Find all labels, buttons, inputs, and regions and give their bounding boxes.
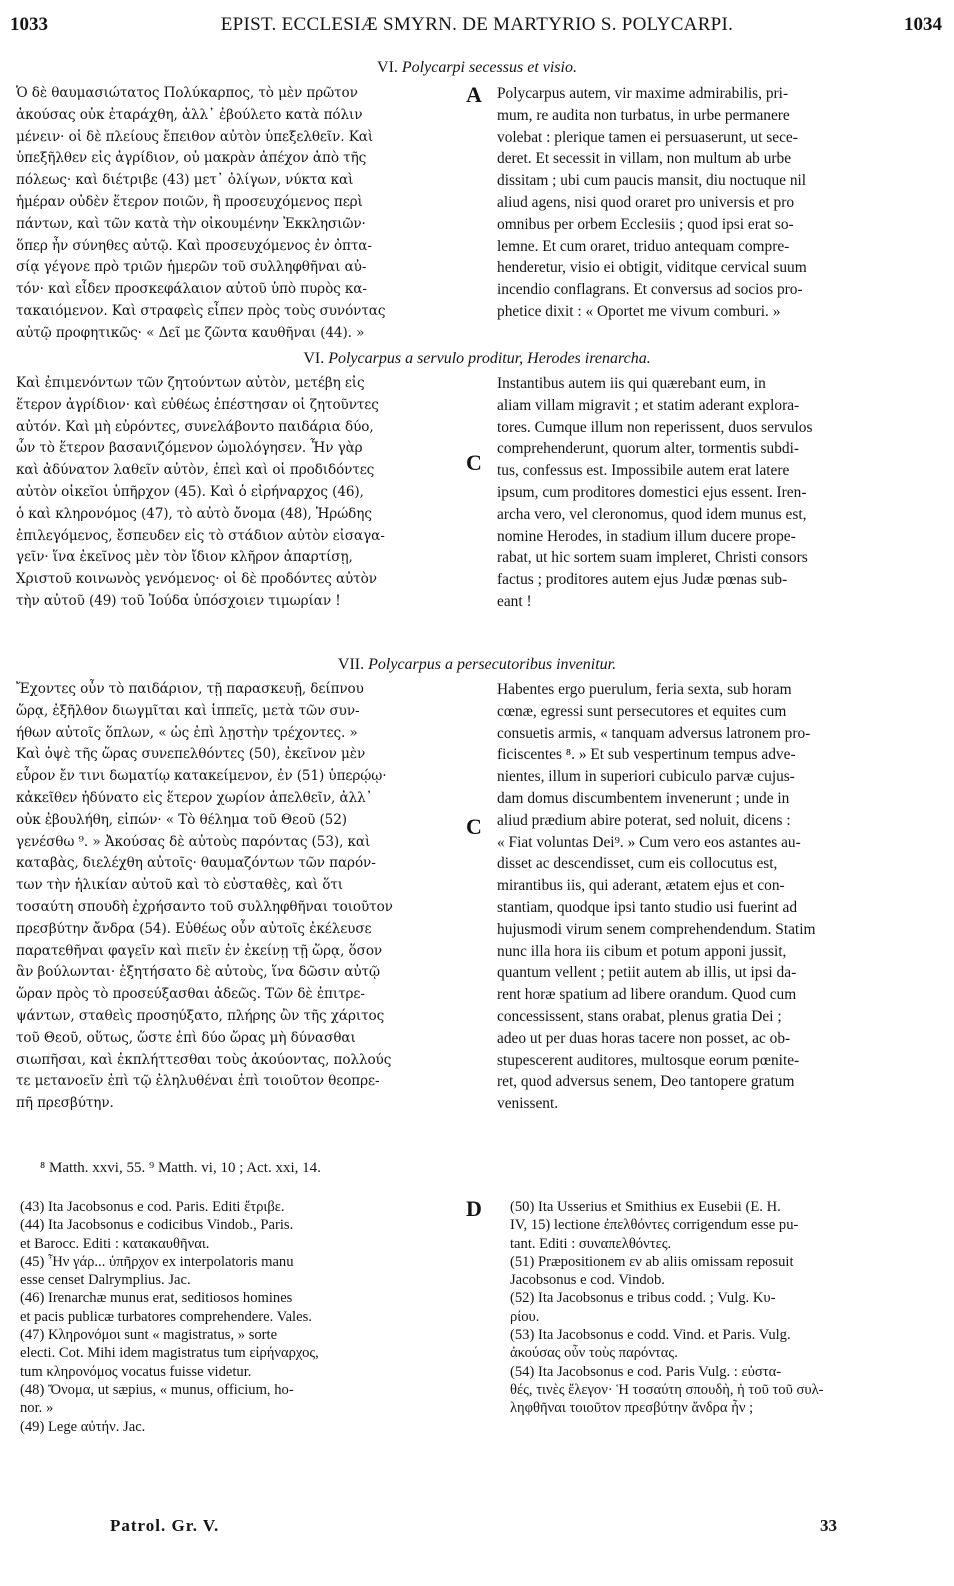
- page-number: 33: [820, 1516, 837, 1535]
- latin-line: stantiam, quodque ipsi tanto studio usi fuerint ad: [497, 898, 798, 916]
- footnote-line: esse censet Dalrymplius. Jac.: [20, 1272, 191, 1289]
- footnote-line: electi. Cot. Mihi idem magistratus tum εἰρήναρχος,: [20, 1345, 319, 1362]
- latin-line: omnibus per orbem Ecclesiis ; quod ipsi erat so-: [497, 215, 794, 233]
- latin-line: aliam villam migravit ; et statim aderant explora-: [497, 396, 800, 414]
- latin-text-section-2: [497, 373, 942, 613]
- footnote-line: (45) Ἦν γάρ... ὑπῆρχον ex interpolatoris manu: [20, 1253, 294, 1270]
- greek-line: εὗρον ἔν τινι δωματίῳ κατακείμενον, ἐν (51) ὑπερῴῳ·: [16, 768, 387, 785]
- footnote-line: (53) Ita Jacobsonus e codd. Vind. et Paris. Vulg.: [510, 1327, 791, 1344]
- footnote-line: ληφθῆναι τοιοῦτον πρεσβύτην ἄνδρα ἦν ;: [510, 1400, 754, 1417]
- footnote-line: nor. »: [20, 1400, 54, 1417]
- greek-line: τὴν αὐτοῦ (49) τοῦ Ἰούδα ὑπόσχοιεν τιμωρίαν !: [16, 592, 341, 609]
- latin-line: ret, quod adversus senem, Deo tantopere gratum: [497, 1073, 795, 1091]
- section-number: VI.: [303, 350, 325, 367]
- latin-line: ipsum, cum proditores domestici ejus essent. Iren-: [497, 483, 807, 501]
- footnote-line: (51) Præpositionem εν ab aliis omissam reposuit: [510, 1253, 794, 1270]
- section-number: VII.: [337, 656, 365, 673]
- latin-line: cœnæ, egressi sunt persecutores et equites cum: [497, 702, 787, 720]
- footnote-line: ἀκούσας οὖν τοὺς παρόντας.: [510, 1345, 678, 1362]
- greek-line: ἡμέραν οὐδὲν ἕτερον ποιῶν, ἢ προσευχόμενος περὶ: [16, 193, 363, 210]
- latin-line: concessissent, stans orabat, plenus gratia Dei ;: [497, 1007, 782, 1025]
- footnotes-right: [510, 1198, 930, 1418]
- greek-line: ἀκούσας οὐκ ἐταράχθη, ἀλλ᾽ ἐβούλετο κατὰ πόλιν: [16, 106, 363, 123]
- footnote-line: IV, 15) lectione ἐπελθόντες corrigendum esse pu-: [510, 1217, 799, 1234]
- latin-line: quantum vellent ; petiit autem ab illis, ut ipsi da-: [497, 964, 797, 982]
- latin-line: hujusmodi virum senem comprehendendum. Statim: [497, 920, 816, 938]
- greek-text-section-2: [16, 373, 466, 613]
- section-heading-3: [0, 655, 954, 675]
- section-title: Polycarpus a servulo proditur, Herodes irenarcha.: [328, 350, 651, 367]
- latin-line: aliud prædium abire poterat, sed noluit, dicens :: [497, 811, 791, 829]
- latin-line: comprehenderunt, quorum alter, tormentis subdi-: [497, 440, 799, 458]
- latin-line: Instantibus autem iis qui quærebant eum, in: [497, 375, 766, 392]
- greek-line: ὧν τὸ ἕτερον βασανιζόμενον ὡμολόγησεν. Ἦν γὰρ: [16, 440, 363, 457]
- greek-line: κἀκεῖθεν ἠδύνατο εἰς ἕτερον χωρίον ἀπελθεῖν, ἀλλ᾽: [16, 789, 373, 806]
- greek-line: ὁ καὶ κληρονόμος (47), τὸ αὐτὸ ὄνομα (48), Ἡρώδης: [16, 505, 372, 522]
- latin-line: phetice dixit : « Oportet me vivum comburi. »: [497, 302, 781, 320]
- latin-line: tus, confessus est. Impossibile autem erat latere: [497, 462, 790, 480]
- latin-line: aliud agens, nisi quod oraret pro universis et pro: [497, 193, 795, 211]
- greek-line: τακαιόμενον. Καὶ στραφεὶς εἶπεν πρὸς τοὺς συνόντας: [16, 302, 386, 319]
- latin-line: eant !: [497, 592, 532, 610]
- latin-line: tores. Cumque illum non reperissent, duos servulos: [497, 418, 813, 436]
- greek-line: γεῖν· ἵνα ἐκεῖνος μὲν τὸν ἴδιον κλῆρον ἀπαρτίσῃ,: [16, 549, 353, 566]
- footer-series: Patrol. Gr. V.: [110, 1516, 220, 1535]
- greek-line: Καὶ ἐπιμενόντων τῶν ζητούντων αὐτὸν, μετέβη εἰς: [16, 375, 365, 391]
- greek-line: πρεσβύτην ἄνδρα (54). Εὐθέως οὖν αὐτοῖς ἐκέλευσε: [16, 920, 372, 937]
- greek-line: ἕτερον ἀγρίδιον· καὶ εὐθέως ἐπέστησαν οἱ ζητοῦντες: [16, 396, 379, 413]
- greek-line: αὐτόν. Καὶ μὴ εὑρόντες, συνελάβοντο παιδάρια δύο,: [16, 418, 374, 435]
- latin-line: nomine Herodes, in stadium illum ducere prope-: [497, 527, 796, 545]
- footnote-line: (47) Κληρονόμοι sunt « magistratus, » sorte: [20, 1327, 278, 1344]
- latin-line: dam domus discumbentem invenerunt ; unde in: [497, 789, 790, 807]
- greek-line: ἐπιλεγόμενος, ἔσπευδεν εἰς τὸ στάδιον αὐτὸν εἰσαγα-: [16, 527, 385, 544]
- latin-line: nunc illa hora iis cibum et potum apponi jussit,: [497, 942, 787, 960]
- greek-line: Ὁ δὲ θαυμασιώτατος Πολύκαρπος, τὸ μὲν πρῶτον: [16, 85, 358, 101]
- running-title: EPIST. ECCLESIÆ SMYRN. DE MARTYRIO S. POLYCARPI.: [220, 14, 734, 35]
- latin-line: stupescerent auditores, multosque eorum pœnite-: [497, 1051, 800, 1069]
- greek-line: αὐτῷ προφητικῶς· « Δεῖ με ζῶντα καυθῆναι (44). »: [16, 324, 365, 341]
- greek-line: πῆ πρεσβύτην.: [16, 1095, 114, 1112]
- greek-line: καταβὰς, διελέχθη αὐτοῖς· θαυμαζόντων τῶν παρόν-: [16, 855, 376, 872]
- footnote-line: et pacis publicæ turbatores comprehendere. Vales.: [20, 1308, 312, 1325]
- latin-line: Habentes ergo puerulum, feria sexta, sub horam: [497, 681, 792, 698]
- latin-line: Polycarpus autem, vir maxime admirabilis, pri-: [497, 85, 789, 102]
- greek-line: παρατεθῆναι φαγεῖν καὶ πιεῖν ἐν ἐκείνῃ τῇ ὥρᾳ, ὅσον: [16, 942, 383, 959]
- section-heading-1: [0, 58, 954, 78]
- greek-line: ήθων αὐτοῖς ὅπλων, « ὡς ἐπὶ λῃστὴν τρέχοντες. »: [16, 724, 358, 741]
- latin-line: adeo ut per duas horas tacere non posset, ac ob-: [497, 1029, 791, 1047]
- footnote-line: tum κληρονόμος vocatus fuisse videtur.: [20, 1363, 252, 1380]
- greek-line: των τὴν ἡλικίαν αὐτοῦ καὶ τὸ εὐσταθὲς, καὶ ὅτι: [16, 877, 343, 894]
- section-number: VI.: [377, 59, 398, 76]
- column-number-right: 1034: [904, 14, 942, 35]
- greek-line: τε μετανοεῖν ἐπὶ τῷ ἐληλυθέναι ἐπὶ τοιοῦτον θεοπρε-: [16, 1073, 380, 1090]
- greek-line: ὥραν πρὸς τὸ προσεύξασθαι ἀδεῶς. Τῶν δὲ ἐπιτρε-: [16, 986, 365, 1003]
- footnote-line: (46) Irenarchæ munus erat, seditiosos homines: [20, 1290, 293, 1307]
- section-heading-2: [0, 349, 954, 369]
- footnotes-left: [20, 1198, 460, 1436]
- latin-line: rent horæ spatium ad libere orandum. Quod cum: [497, 986, 797, 1004]
- footnote-line: (44) Ita Jacobsonus e codicibus Vindob., Paris.: [20, 1217, 294, 1234]
- latin-line: factus ; proditores autem ejus Judæ pœnas sub-: [497, 571, 788, 589]
- footnote-line: (49) Lege αὐτήν. Jac.: [20, 1418, 146, 1435]
- margin-letter-c-2: C: [466, 814, 482, 839]
- latin-line: rabat, ut hic sortem suam impleret, Christi consors: [497, 549, 808, 567]
- greek-text-section-3: [16, 679, 466, 1115]
- latin-line: venissent.: [497, 1095, 559, 1113]
- section-title: Polycarpus a persecutoribus invenitur.: [368, 656, 617, 673]
- greek-line: Καὶ ὀψὲ τῆς ὥρας συνεπελθόντες (50), ἐκεῖνον μὲν: [16, 746, 366, 763]
- footnote-line: et Barocc. Editi : κατακαυθῆναι.: [20, 1235, 210, 1252]
- greek-line: ὑπεξῆλθεν εἰς ἀγρίδιον, οὐ μακρὰν ἀπέχον ἀπὸ τῆς: [16, 150, 367, 167]
- latin-line: henderetur, visio ei obtigit, viditque cervical suum: [497, 259, 807, 277]
- scripture-references: ⁸ Matth. xxvi, 55. ⁹ Matth. vi, 10 ; Act. xxi, 14.: [40, 1160, 321, 1176]
- latin-line: disset ac descendisset, cum eis collocutus est,: [497, 855, 778, 873]
- footnote-line: (43) Ita Jacobsonus e cod. Paris. Editi ἔτριβε.: [20, 1199, 285, 1215]
- greek-line: ψάντων, σταθεὶς προσηύξατο, πλήρης ὢν τῆς χάριτος: [16, 1007, 385, 1024]
- greek-line: αὐτὸν οἰκεῖοι ὑπῆρχον (45). Καὶ ὁ εἰρήναρχος (46),: [16, 483, 364, 500]
- greek-line: γενέσθω ⁹. » Ἀκούσας δὲ αὐτοὺς παρόντας (53), καὶ: [16, 833, 371, 850]
- margin-letter-c: C: [466, 450, 482, 475]
- greek-line: ὅπερ ἦν σύνηθες αὐτῷ. Καὶ προσευχόμενος ἐν ὀπτα-: [16, 237, 372, 254]
- footnote-line: Jacobsonus e cod. Vindob.: [510, 1272, 665, 1289]
- margin-letter-d: D: [466, 1196, 482, 1221]
- footnote-line: (50) Ita Usserius et Smithius ex Eusebii (E. H.: [510, 1199, 781, 1215]
- latin-line: archa vero, vel cleronomus, quod idem munus est,: [497, 505, 807, 523]
- latin-line: lemne. Et cum oraret, triduo antequam compre-: [497, 237, 790, 255]
- greek-line: πάντων, καὶ τῶν κατὰ τὴν οἰκουμένην Ἐκκλησιῶν·: [16, 215, 366, 232]
- greek-text-section-1: [16, 83, 466, 345]
- margin-letter-a: A: [466, 82, 482, 107]
- greek-line: ἂν βούλωνται· ἐξητήσατο δὲ αὐτοὺς, ἵνα δῶσιν αὐτῷ: [16, 964, 380, 981]
- greek-line: Χριστοῦ κοινωνὸς γενόμενος· οἱ δὲ προδόντες αὐτὸν: [16, 571, 377, 588]
- footnote-line: (54) Ita Jacobsonus e cod. Paris Vulg. : εὐστα-: [510, 1363, 782, 1380]
- greek-line: μένειν· οἱ δὲ πλείους ἔπειθον αὐτὸν ὑπεξελθεῖν. Καὶ: [16, 128, 374, 145]
- greek-line: ὥρᾳ, ἐξῆλθον διωγμῖται καὶ ἱππεῖς, μετὰ τῶν συν-: [16, 702, 360, 719]
- latin-text-section-3: [497, 679, 942, 1115]
- latin-text-section-1: [497, 83, 942, 323]
- column-number-left: 1033: [10, 14, 48, 35]
- latin-line: deret. Et secessit in villam, non multum ab urbe: [497, 150, 792, 168]
- greek-line: σίᾳ γέγονε πρὸ τριῶν ἡμερῶν τοῦ συλληφθῆναι αὐ-: [16, 259, 367, 276]
- latin-line: ficiscentes ⁸. » Et sub vespertinum tempus adve-: [497, 746, 796, 764]
- section-title: Polycarpi secessus et visio.: [401, 59, 577, 76]
- greek-line: καὶ ἀδύνατον λαθεῖν αὐτὸν, ἐπεὶ καὶ οἱ προδιδόντες: [16, 462, 375, 479]
- footnote-line: (52) Ita Jacobsonus e tribus codd. ; Vulg. Κυ-: [510, 1290, 776, 1307]
- greek-line: τοσαύτη σπουδὴ ἐχρήσαντο τοῦ συλληφθῆναι τοιοῦτον: [16, 898, 393, 915]
- latin-line: dissitam ; ubi cum paucis mansit, diu noctuque nil: [497, 172, 807, 190]
- latin-line: consuetis armis, « tanquam adversus latronem pro-: [497, 724, 811, 742]
- footnote-line: (48) Ὄνομα, ut sæpius, « munus, officium, ho-: [20, 1381, 294, 1398]
- greek-line: τόν· καὶ εἶδεν προσκεφάλαιον αὐτοῦ ὑπὸ πυρὸς κα-: [16, 281, 367, 298]
- footnote-line: ρίου.: [510, 1308, 540, 1325]
- latin-line: volebat : plerique tamen ei persuaserunt, ut sece-: [497, 128, 798, 146]
- latin-line: incendio conflagrans. Et conversus ad socios pro-: [497, 281, 803, 299]
- greek-line: πόλεως· καὶ διέτριβε (43) μετ᾽ ὀλίγων, νύκτα καὶ: [16, 172, 354, 189]
- latin-line: mum, re audita non turbatus, in urbe permanere: [497, 106, 790, 124]
- greek-line: σιωπῆσαι, καὶ ἐκπλήττεσθαι τοὺς ἀκούοντας, πολλούς: [16, 1051, 392, 1068]
- latin-line: nientes, illum in superiori cubiculo parvæ cujus-: [497, 768, 795, 786]
- greek-line: Ἔχοντες οὖν τὸ παιδάριον, τῇ παρασκευῇ, δείπνου: [16, 681, 364, 697]
- footnote-line: tant. Editi : συναπελθόντες.: [510, 1235, 672, 1252]
- greek-line: οὐκ ἐβουλήθη, εἰπών· « Τὸ θέλημα τοῦ Θεοῦ (52): [16, 811, 347, 828]
- latin-line: mirantibus iis, qui aderant, ætatem ejus et con-: [497, 877, 785, 895]
- greek-line: τοῦ Θεοῦ, οὕτως, ὥστε ἐπὶ δύο ὥρας μὴ δύνασθαι: [16, 1029, 356, 1046]
- latin-line: « Fiat voluntas Dei⁹. » Cum vero eos astantes au-: [497, 833, 801, 851]
- footnote-line: θές, τινὲς ἔλεγον· Ἡ τοσαύτη σπουδὴ, ἡ τοῦ τοῦ συλ-: [510, 1381, 824, 1398]
